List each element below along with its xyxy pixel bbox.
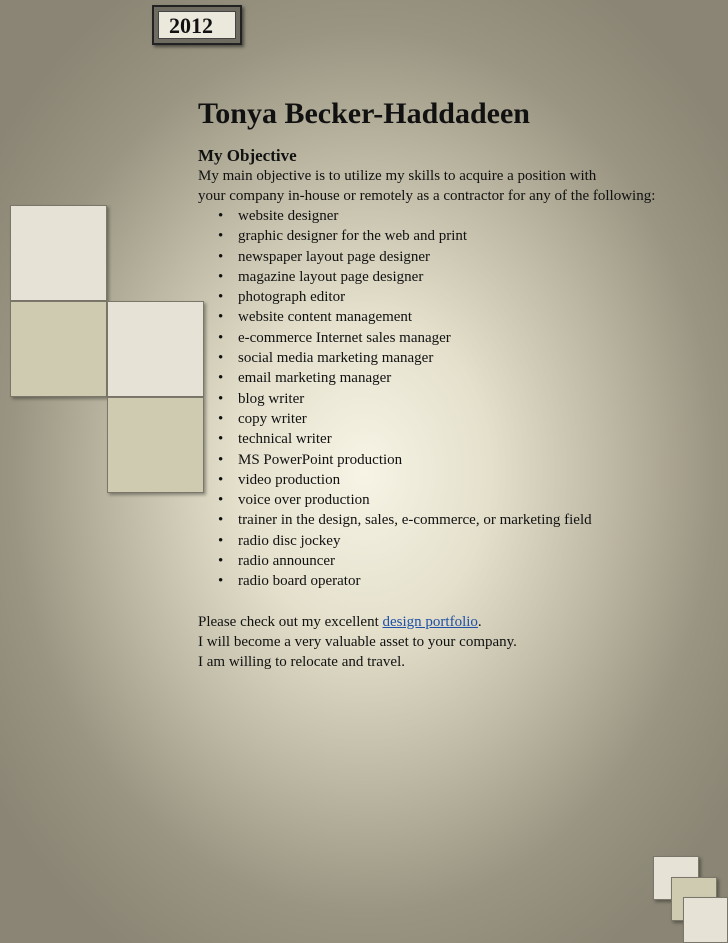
list-item: • email marketing manager [198, 368, 718, 388]
list-item: • video production [198, 470, 718, 490]
objective-list [198, 206, 718, 592]
closing-line-2: I will become a very valuable asset to your company. [198, 633, 517, 650]
list-item: • technical writer [198, 429, 718, 449]
list-item: • magazine layout page designer [198, 267, 718, 287]
list-item: • website designer [198, 206, 718, 226]
decor-square [10, 205, 107, 301]
closing-line-3: I am willing to relocate and travel. [198, 653, 406, 670]
list-item: • radio disc jockey [198, 531, 718, 551]
list-item: • copy writer [198, 409, 718, 429]
list-item: • e-commerce Internet sales manager [198, 328, 718, 348]
list-item: • blog writer [198, 389, 718, 409]
objective-heading: My Objective [198, 146, 297, 165]
portfolio-suffix: . [477, 613, 482, 630]
list-item: • MS PowerPoint production [198, 450, 718, 470]
year-label: 2012 [158, 11, 236, 39]
decor-square [107, 301, 204, 397]
objective-line-1: My main objective is to utilize my skills to acquire a position with [198, 168, 597, 184]
decor-square [683, 897, 728, 943]
decor-square [107, 397, 204, 493]
list-item: • voice over production [198, 490, 718, 510]
design-portfolio-link[interactable]: design portfolio [382, 613, 478, 630]
list-item: • radio announcer [198, 551, 718, 571]
list-item: • graphic designer for the web and print [198, 226, 718, 246]
list-item: • radio board operator [198, 571, 718, 591]
list-item: • social media marketing manager [198, 348, 718, 368]
closing-section [198, 612, 718, 672]
candidate-name: Tonya Becker-Haddadeen [198, 97, 530, 130]
list-item: • photograph editor [198, 287, 718, 307]
objective-line-2: your company in-house or remotely as a contractor for any of the following: [198, 188, 656, 204]
decor-square [10, 301, 107, 397]
list-item: • website content management [198, 307, 718, 327]
portfolio-prefix: Please check out my excellent [198, 613, 383, 630]
list-item: • trainer in the design, sales, e-commerce, or marketing field [198, 510, 718, 530]
resume-content [198, 96, 718, 672]
list-item: • newspaper layout page designer [198, 247, 718, 267]
year-badge [152, 5, 242, 45]
portfolio-line [198, 612, 718, 632]
